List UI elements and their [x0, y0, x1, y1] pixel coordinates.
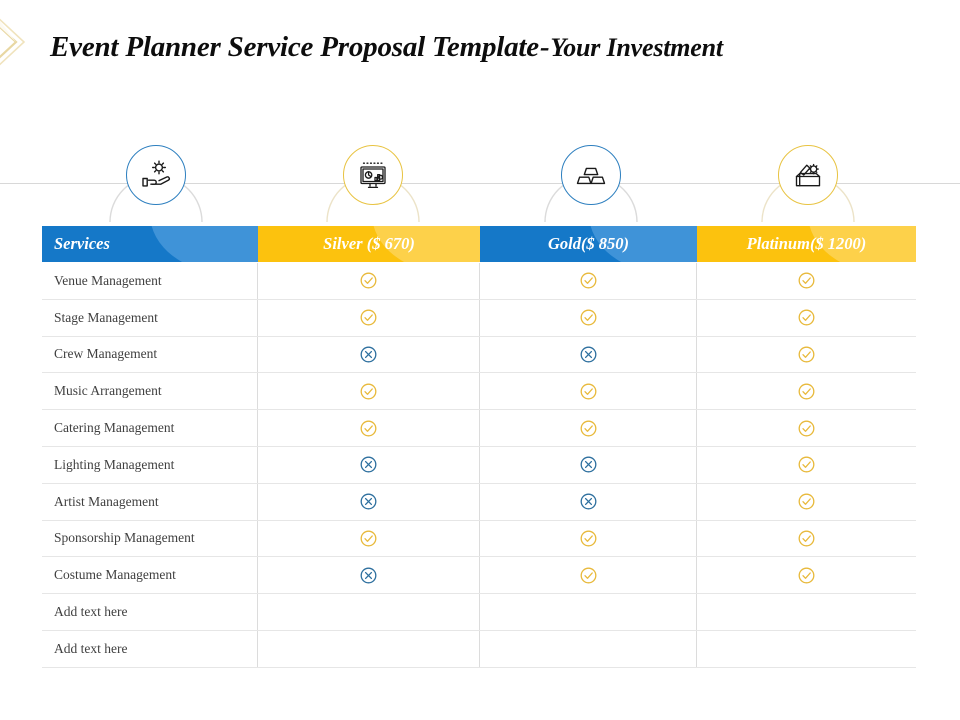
cell-platinum — [697, 300, 916, 336]
check-mark-icon — [580, 383, 597, 400]
cell-service-name — [42, 521, 258, 557]
table-row[interactable] — [42, 594, 916, 631]
page-title-sub: Your Investment — [550, 33, 723, 62]
cell-platinum — [697, 521, 916, 557]
cross-mark-icon — [360, 493, 377, 510]
cell-silver — [258, 447, 480, 483]
check-mark-icon — [360, 309, 377, 326]
service-label: Costume Management — [54, 567, 176, 583]
cell-platinum — [697, 447, 916, 483]
dashboard-presentation-icon — [356, 158, 390, 192]
cell-silver — [258, 484, 480, 520]
chevron-decoration-icon — [0, 14, 38, 70]
cell-platinum — [697, 410, 916, 446]
cross-mark-icon — [360, 456, 377, 473]
hand-holding-gear-icon — [139, 158, 173, 192]
cell-gold — [480, 447, 697, 483]
table-row[interactable] — [42, 484, 916, 521]
column-header-gold[interactable] — [480, 226, 697, 262]
badge-pricing-tiers[interactable] — [543, 136, 639, 228]
check-mark-icon — [360, 530, 377, 547]
check-mark-icon — [798, 309, 815, 326]
page-title-separator: - — [539, 31, 550, 63]
check-mark-icon — [580, 567, 597, 584]
header-sheen — [150, 226, 258, 262]
cell-service-name — [42, 484, 258, 520]
table-row[interactable] — [42, 631, 916, 668]
pricing-table — [42, 226, 916, 668]
badge-reporting[interactable] — [325, 136, 421, 228]
badge-row — [0, 136, 960, 228]
check-mark-icon — [360, 383, 377, 400]
cell-silver — [258, 300, 480, 336]
check-mark-icon — [798, 567, 815, 584]
service-label: Catering Management — [54, 420, 175, 436]
cross-mark-icon — [580, 346, 597, 363]
cell-service-name — [42, 631, 258, 667]
cell-silver — [258, 263, 480, 299]
service-label: Music Arrangement — [54, 383, 162, 399]
gold-bars-icon — [574, 158, 608, 192]
check-mark-icon — [580, 420, 597, 437]
table-body — [42, 262, 916, 668]
cell-silver — [258, 521, 480, 557]
table-row[interactable] — [42, 373, 916, 410]
cell-service-name — [42, 557, 258, 593]
check-mark-icon — [798, 272, 815, 289]
badge-circle — [778, 145, 838, 205]
check-mark-icon — [360, 272, 377, 289]
cell-silver — [258, 594, 480, 630]
cell-service-name — [42, 594, 258, 630]
column-header-services[interactable] — [42, 226, 258, 262]
table-row[interactable] — [42, 262, 916, 300]
cell-gold — [480, 631, 697, 667]
check-mark-icon — [360, 420, 377, 437]
table-row[interactable] — [42, 410, 916, 447]
service-label: Add text here — [54, 604, 128, 620]
cell-silver — [258, 373, 480, 409]
check-mark-icon — [798, 383, 815, 400]
table-row[interactable] — [42, 447, 916, 484]
cell-silver — [258, 557, 480, 593]
cell-silver — [258, 337, 480, 373]
column-header-silver[interactable] — [258, 226, 480, 262]
cell-platinum — [697, 557, 916, 593]
badge-service[interactable] — [108, 136, 204, 228]
check-mark-icon — [580, 309, 597, 326]
check-mark-icon — [798, 456, 815, 473]
toolbox-icon — [791, 158, 825, 192]
service-label: Sponsorship Management — [54, 530, 195, 546]
cell-platinum — [697, 337, 916, 373]
cell-gold — [480, 484, 697, 520]
column-header-gold-label: Gold($ 850) — [547, 234, 630, 253]
cell-service-name — [42, 410, 258, 446]
cell-gold — [480, 521, 697, 557]
badge-circle — [343, 145, 403, 205]
cell-platinum — [697, 631, 916, 667]
cell-gold — [480, 594, 697, 630]
cell-gold — [480, 337, 697, 373]
cell-gold — [480, 557, 697, 593]
cell-service-name — [42, 373, 258, 409]
table-row[interactable] — [42, 557, 916, 594]
column-header-platinum-label: Platinum($ 1200) — [746, 234, 867, 253]
badge-circle — [126, 145, 186, 205]
cell-service-name — [42, 263, 258, 299]
service-label: Add text here — [54, 640, 128, 656]
cell-service-name — [42, 300, 258, 336]
service-label: Artist Management — [54, 493, 159, 509]
cell-platinum — [697, 484, 916, 520]
table-row[interactable] — [42, 337, 916, 374]
badge-resources[interactable] — [760, 136, 856, 228]
page-title-main: Event Planner Service Proposal Template — [50, 31, 539, 63]
cell-gold — [480, 410, 697, 446]
column-header-services-label: Services — [54, 234, 110, 253]
cell-platinum — [697, 373, 916, 409]
service-label: Lighting Management — [54, 456, 175, 472]
cell-platinum — [697, 263, 916, 299]
cell-service-name — [42, 447, 258, 483]
cross-mark-icon — [360, 346, 377, 363]
check-mark-icon — [798, 346, 815, 363]
cell-platinum — [697, 594, 916, 630]
cell-gold — [480, 300, 697, 336]
cell-silver — [258, 631, 480, 667]
column-header-platinum[interactable] — [697, 226, 916, 262]
cross-mark-icon — [580, 493, 597, 510]
cross-mark-icon — [580, 456, 597, 473]
service-label: Stage Management — [54, 309, 158, 325]
cell-service-name — [42, 337, 258, 373]
table-row[interactable] — [42, 521, 916, 558]
column-header-silver-label: Silver ($ 670) — [323, 234, 415, 253]
check-mark-icon — [798, 493, 815, 510]
check-mark-icon — [580, 530, 597, 547]
cell-gold — [480, 263, 697, 299]
service-label: Crew Management — [54, 346, 158, 362]
service-label: Venue Management — [54, 272, 162, 288]
page-title — [50, 26, 910, 68]
check-mark-icon — [580, 272, 597, 289]
cross-mark-icon — [360, 567, 377, 584]
check-mark-icon — [798, 530, 815, 547]
table-header-row — [42, 226, 916, 262]
cell-silver — [258, 410, 480, 446]
cell-gold — [480, 373, 697, 409]
check-mark-icon — [798, 420, 815, 437]
badge-circle — [561, 145, 621, 205]
table-row[interactable] — [42, 300, 916, 337]
